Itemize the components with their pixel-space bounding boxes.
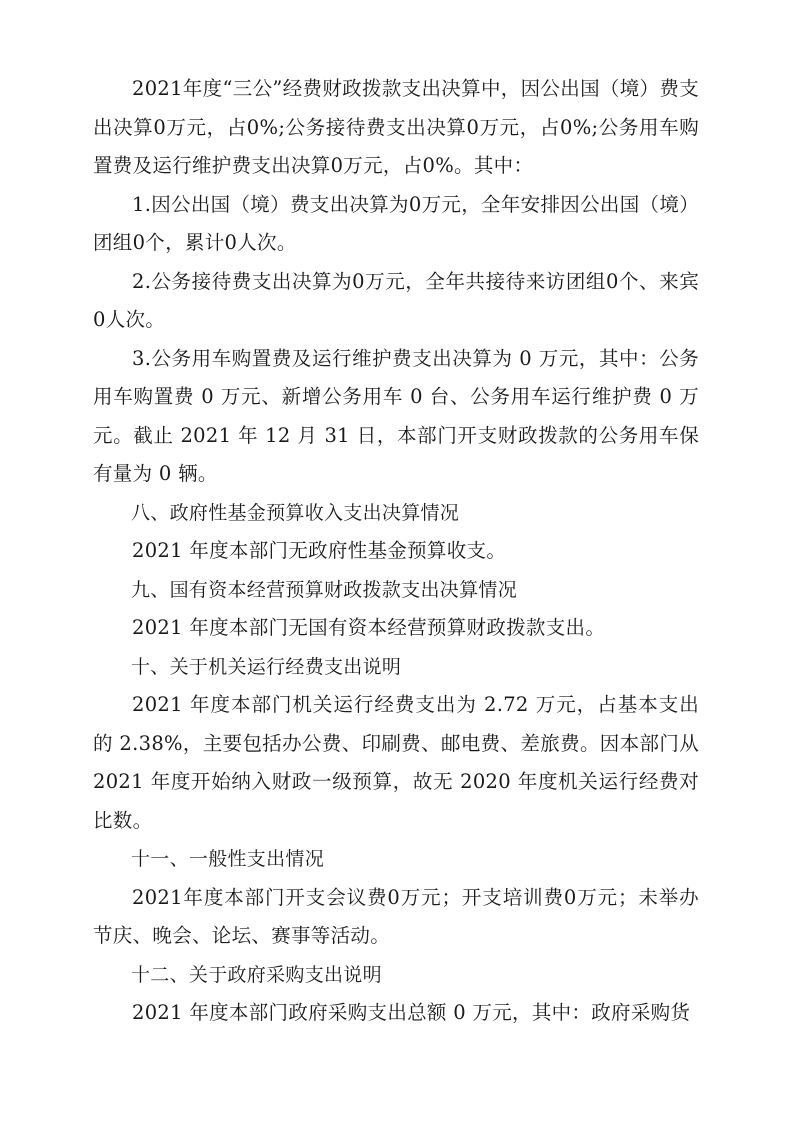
section-heading-general-expenditure: 十一、一般性支出情况 bbox=[131, 848, 325, 870]
paragraph-three-public-summary: 2021年度“三公”经费财政拨款支出决算中，因公出国（境）费支出决算0万元，占0%;公务接待费支出决算0万元，占0%;公务用车购置费及运行维护费支出决算0万元，占0%。其中： bbox=[93, 77, 699, 177]
paragraph-state-capital: 2021 年度本部门无国有资本经营预算财政拨款支出。 bbox=[132, 616, 606, 639]
paragraph-official-vehicles: 3.公务用车购置费及运行维护费支出决算为 0 万元，其中：公务用车购置费 0 万元、新增公务用车 0 台、公务用车运行维护费 0 万元。截止 2021 年 12 月 31 日，本部门开支财政拨款的公务用车保有量为 0 辆。 bbox=[93, 346, 699, 485]
paragraph-government-fund: 2021 年度本部门无政府性基金预算收支。 bbox=[132, 539, 507, 562]
document-page bbox=[93, 70, 699, 1033]
section-heading-government-fund: 八、政府性基金预算收入支出决算情况 bbox=[131, 501, 460, 524]
paragraph-procurement: 2021 年度本部门政府采购支出总额 0 万元，其中：政府采购货 bbox=[132, 1001, 691, 1024]
paragraph-operating-expenses: 2021 年度本部门机关运行经费支出为 2.72 万元，占基本支出的 2.38%，主要包括办公费、印刷费、邮电费、差旅费。因本部门从 2021 年度开始纳入财政一级预算，故无 2020 年度机关运行经费对比数。 bbox=[93, 693, 699, 832]
section-heading-state-capital: 九、国有资本经营预算财政拨款支出决算情况 bbox=[131, 578, 518, 601]
paragraph-overseas-travel: 1.因公出国（境）费支出决算为0万元，全年安排因公出国（境）团组0个，累计0人次。 bbox=[93, 192, 699, 254]
section-heading-operating-expenses: 十、关于机关运行经费支出说明 bbox=[131, 655, 402, 678]
paragraph-official-reception: 2.公务接待费支出决算为0万元，全年共接待来访团组0个、来宾0人次。 bbox=[93, 269, 699, 331]
paragraph-general-expenditure: 2021年度本部门开支会议费0万元；开支培训费0万元；未举办节庆、晚会、论坛、赛事等活动。 bbox=[93, 885, 699, 947]
section-heading-procurement: 十二、关于政府采购支出说明 bbox=[131, 963, 382, 986]
